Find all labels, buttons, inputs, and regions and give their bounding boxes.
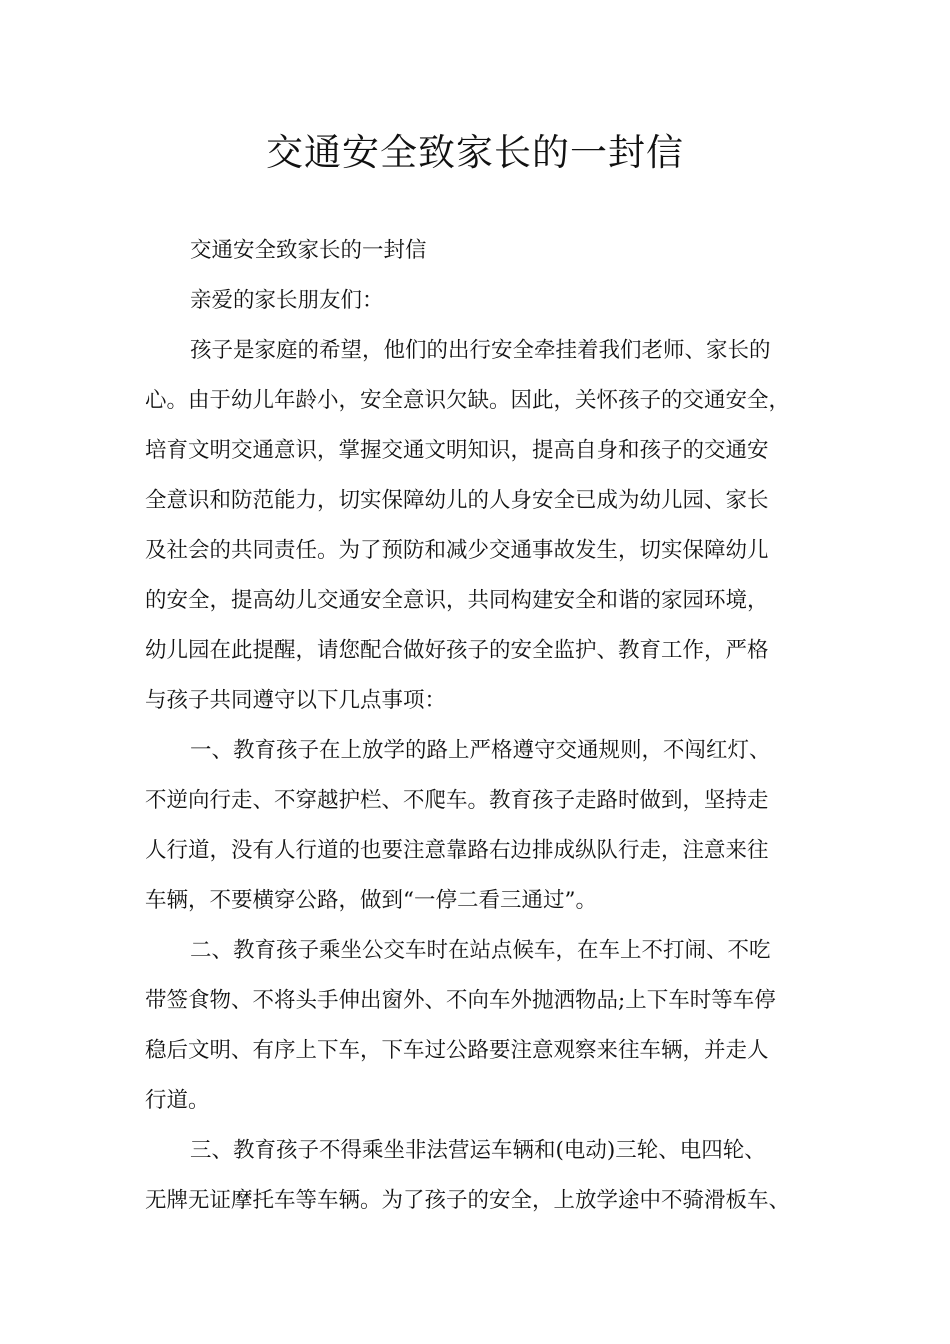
body-line: 带签食物、不将头手伸出窗外、不向车外抛洒物品;上下车时等车停: [145, 988, 776, 1013]
body-line: 二、教育孩子乘坐公交车时在站点候车，在车上不打闹、不吃: [190, 938, 771, 963]
body-line: 的安全，提高幼儿交通安全意识，共同构建安全和谐的家园环境，: [145, 588, 769, 613]
body-line: 车辆，不要横穿公路，做到“一停二看三通过”。: [145, 888, 597, 913]
body-line: 人行道，没有人行道的也要注意靠路右边排成纵队行走，注意来往: [145, 838, 769, 863]
body-line: 及社会的共同责任。为了预防和减少交通事故发生，切实保障幼儿: [145, 538, 769, 563]
document-title: 交通安全致家长的一封信: [266, 131, 684, 174]
body-line: 幼儿园在此提醒，请您配合做好孩子的安全监护、教育工作，严格: [145, 638, 769, 663]
body-line: 稳后文明、有序上下车，下车过公路要注意观察来往车辆，并走人: [145, 1038, 769, 1063]
body-line: 行道。: [145, 1088, 210, 1113]
body-line: 交通安全致家长的一封信: [190, 238, 427, 263]
body-line: 与孩子共同遵守以下几点事项：: [145, 688, 447, 713]
body-line: 心。由于幼儿年龄小，安全意识欠缺。因此，关怀孩子的交通安全，: [145, 388, 791, 413]
body-line: 无牌无证摩托车等车辆。为了孩子的安全，上放学途中不骑滑板车、: [145, 1188, 791, 1213]
body-line: 培育文明交通意识，掌握交通文明知识，提高自身和孩子的交通安: [145, 438, 769, 463]
body-line: 全意识和防范能力，切实保障幼儿的人身安全已成为幼儿园、家长: [145, 488, 769, 513]
body-line: 亲爱的家长朋友们：: [190, 288, 384, 313]
body-line: 一、教育孩子在上放学的路上严格遵守交通规则，不闯红灯、: [190, 738, 771, 763]
body-line: 不逆向行走、不穿越护栏、不爬车。教育孩子走路时做到，坚持走: [145, 788, 769, 813]
body-line: 孩子是家庭的希望，他们的出行安全牵挂着我们老师、家长的: [190, 338, 771, 363]
document-body: [145, 226, 825, 1226]
body-line: 三、教育孩子不得乘坐非法营运车辆和(电动)三轮、电四轮、: [190, 1138, 766, 1163]
